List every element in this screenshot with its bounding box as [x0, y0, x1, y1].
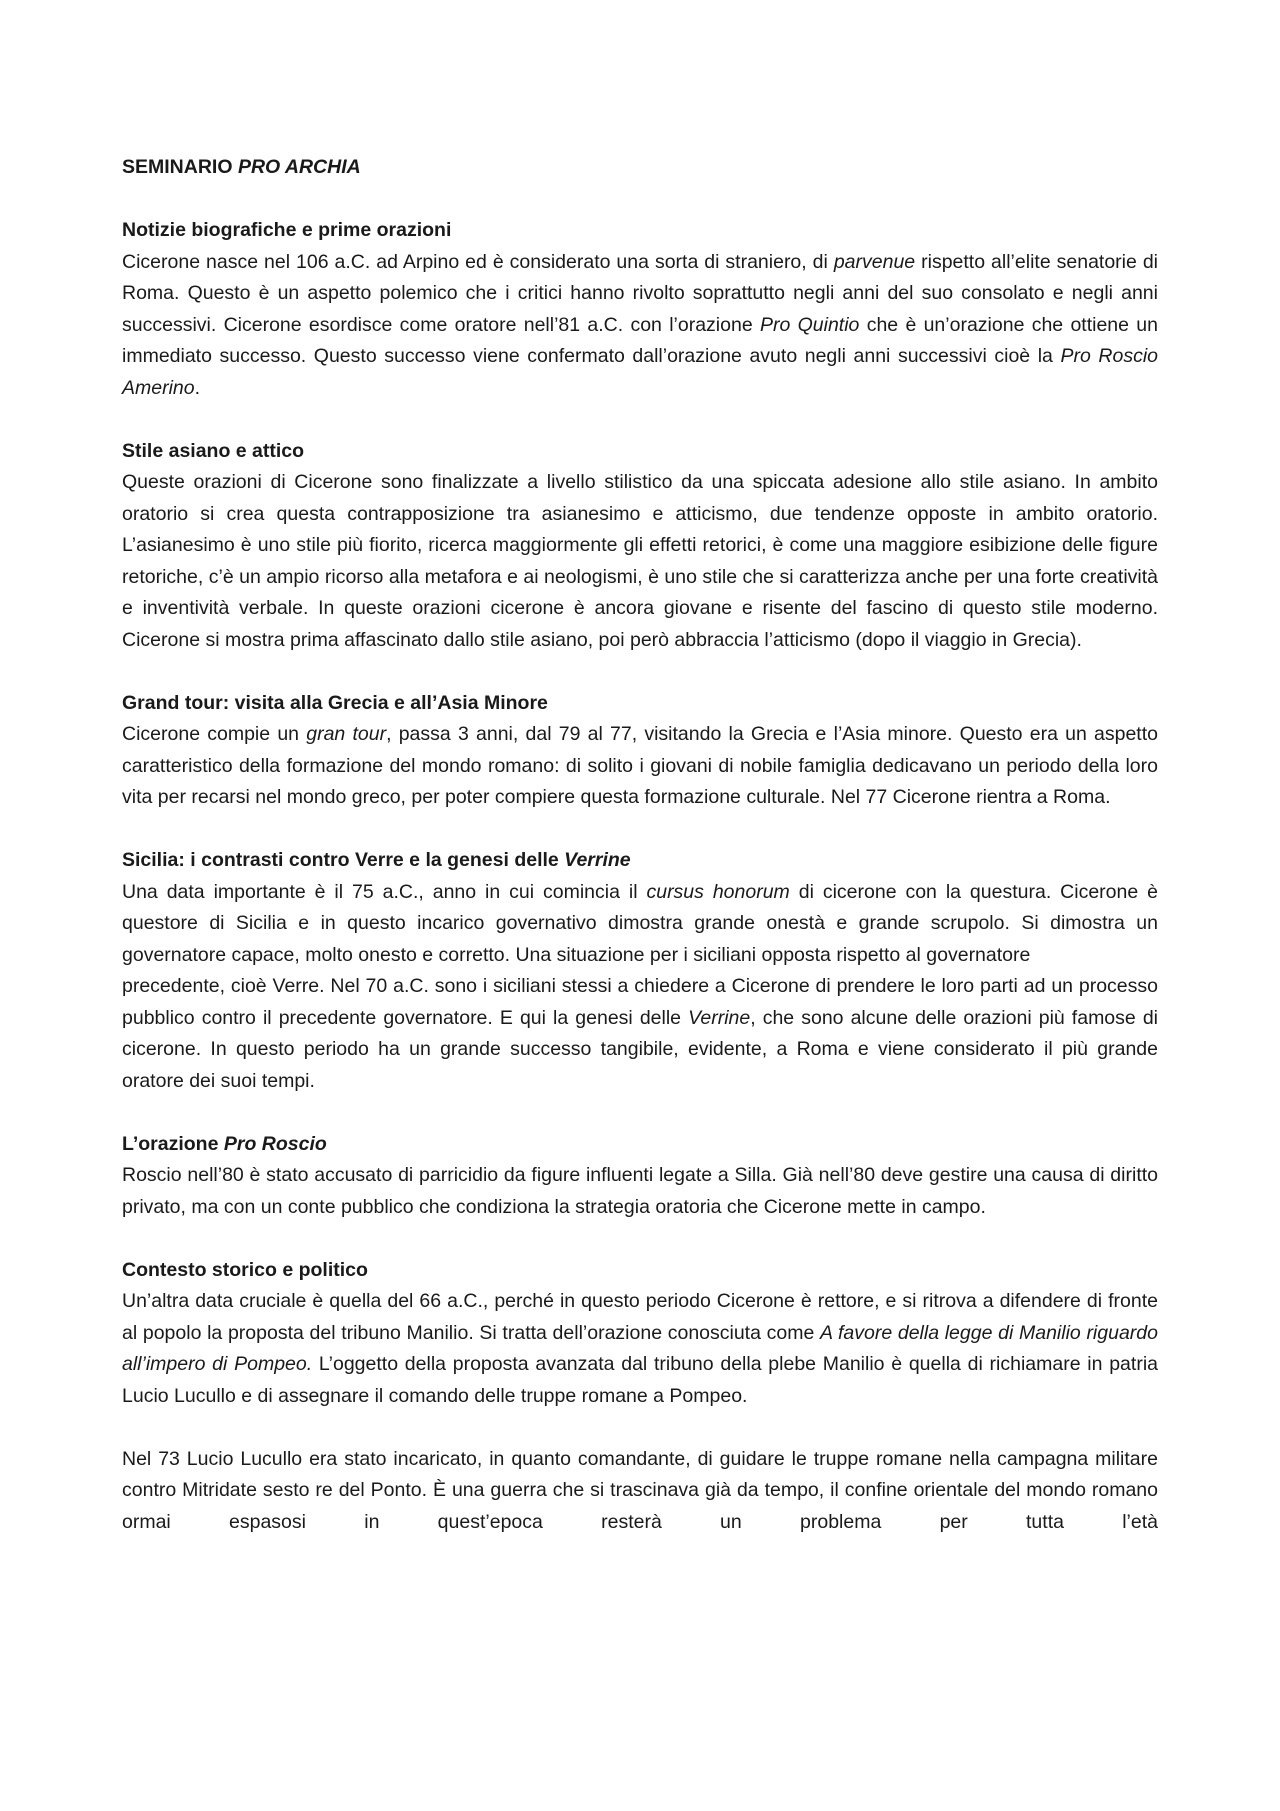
heading-plain: L’orazione	[122, 1132, 224, 1155]
text-run: rispetto all’elite senatorie di Roma. Questo è un aspetto polemico che i critici hanno rivolto soprattutto negli anni del suo consolato e negli anni successivi. Cicerone esordisce come oratore nell’81 a.C. con l’orazione	[122, 250, 1158, 336]
heading-italic: Pro Roscio	[223, 1132, 327, 1155]
section-pro-roscio	[122, 1129, 1158, 1224]
italic-run: gran tour	[306, 723, 387, 745]
section-contesto	[122, 1255, 1158, 1413]
section-grand-tour	[122, 688, 1158, 814]
italic-run: A favore della legge di Manilio riguardo all’impero di Pompeo.	[122, 1321, 1158, 1375]
text-run: .	[194, 376, 201, 399]
section-biografia	[122, 215, 1158, 404]
section-heading: Grand tour: visita alla Grecia e all’Asia Minore	[122, 691, 548, 714]
text-run: , che sono alcune delle orazioni più famose di cicerone. In questo periodo ha un grande successo tangibile, evidente, a Roma e viene considerato il più grande oratore dei suoi tempi.	[122, 1006, 1158, 1092]
paragraph: Queste orazioni di Cicerone sono finalizzate a livello stilistico da una spiccata adesione allo stile asiano. In ambito oratorio si crea questa contrapposizione tra asianesimo e atticismo, due tendenze opposte in ambito oratorio. L’asianesimo è uno stile più fiorito, ricerca maggiormente gli effetti retorici, è come una maggiore esibizione delle figure retoriche, c’è un ampio ricorso alla metafora e ai neologismi, è uno stile che si caratterizza anche per una forte creatività e inventività verbale. In queste orazioni cicerone è ancora giovane e risente del fascino di questo stile moderno. Cicerone si mostra prima affascinato dallo stile asiano, poi però abbraccia l’atticismo (dopo il viaggio in Grecia).	[122, 471, 1158, 651]
section-heading: Stile asiano e attico	[122, 439, 305, 462]
text-run: precedente, cioè Verre. Nel 70 a.C. sono i siciliani stessi a chiedere a Cicerone di prendere le loro parti ad un processo pubblico contro il precedente governatore. E qui la genesi delle	[122, 975, 1158, 1029]
text-run: di cicerone con la questura. Cicerone è questore di Sicilia e in questo incarico governativo dimostra grande onestà e grande scrupolo. Si dimostra un governatore capace, molto onesto e corretto. Una situazione per i siciliani opposta rispetto al governatore	[122, 880, 1158, 966]
section-sicilia	[122, 845, 1158, 1097]
paragraph	[122, 877, 1158, 972]
paragraph	[122, 1286, 1158, 1412]
section-heading: Contesto storico e politico	[122, 1258, 368, 1281]
document-title	[122, 152, 1158, 184]
heading-italic: Verrine	[564, 849, 631, 871]
document-page	[122, 152, 1158, 1570]
paragraph: Nel 73 Lucio Lucullo era stato incaricato, in quanto comandante, di guidare le truppe romane nella campagna militare contro Mitridate sesto re del Ponto. È una guerra che si trascinava già da tempo, il confine orientale del mondo romano ormai espasosi in quest’epoca resterà un problema per tutta l’età	[122, 1447, 1158, 1533]
section-stile	[122, 436, 1158, 657]
text-run: L’oggetto della proposta avanzata dal tribuno della plebe Manilio è quella di richiamare in patria Lucio Lucullo e di assegnare il comando delle truppe romane a Pompeo.	[122, 1353, 1158, 1407]
italic-run: cursus honorum	[646, 880, 790, 903]
section-heading	[122, 845, 1158, 877]
section-heading: Notizie biografiche e prime orazioni	[122, 219, 452, 241]
text-run: Cicerone nasce nel 106 a.C. ad Arpino ed è considerato una sorta di straniero, di	[122, 250, 834, 273]
paragraph	[122, 719, 1158, 814]
paragraph: Roscio nell’80 è stato accusato di parricidio da figure influenti legate a Silla. Già nell’80 deve gestire una causa di diritto privato, ma con un conte pubblico che condiziona la strategia oratoria che Cicerone mette in campo.	[122, 1164, 1158, 1218]
heading-plain: Sicilia: i contrasti contro Verre e la genesi delle	[122, 849, 565, 871]
italic-run: Verrine	[688, 1006, 751, 1029]
text-run: Una data importante è il 75 a.C., anno in cui comincia il	[122, 880, 647, 903]
text-run: Un’altra data cruciale è quella del 66 a.C., perché in questo periodo Cicerone è rettore, e si ritrova a difendere di fronte al popolo la proposta del tribuno Manilio. Si tratta dell’orazione conosciuta come	[122, 1290, 1158, 1344]
text-run: che è un’orazione che ottiene un immediato successo. Questo successo viene confermato dall’orazione avuto negli anni successivi cioè la	[122, 313, 1158, 367]
italic-run: Pro Quintio	[759, 313, 860, 336]
text-run: Cicerone compie un	[122, 723, 307, 745]
paragraph	[122, 247, 1158, 405]
italic-run: parvenue	[833, 250, 916, 273]
paragraph	[122, 971, 1158, 1097]
text-run: , passa 3 anni, dal 79 al 77, visitando la Grecia e l’Asia minore. Questo era un aspetto caratteristico della formazione del mondo romano: di solito i giovani di nobile famiglia dedicavano un periodo della loro vita per recarsi nel mondo greco, per poter compiere questa formazione culturale. Nel 77 Cicerone rientra a Roma.	[122, 723, 1158, 808]
title-italic: PRO ARCHIA	[237, 156, 361, 178]
title-plain: SEMINARIO	[122, 156, 238, 178]
section-heading	[122, 1129, 1158, 1161]
section-lucullo	[122, 1444, 1158, 1539]
italic-run: Pro Roscio Amerino	[122, 345, 1158, 399]
